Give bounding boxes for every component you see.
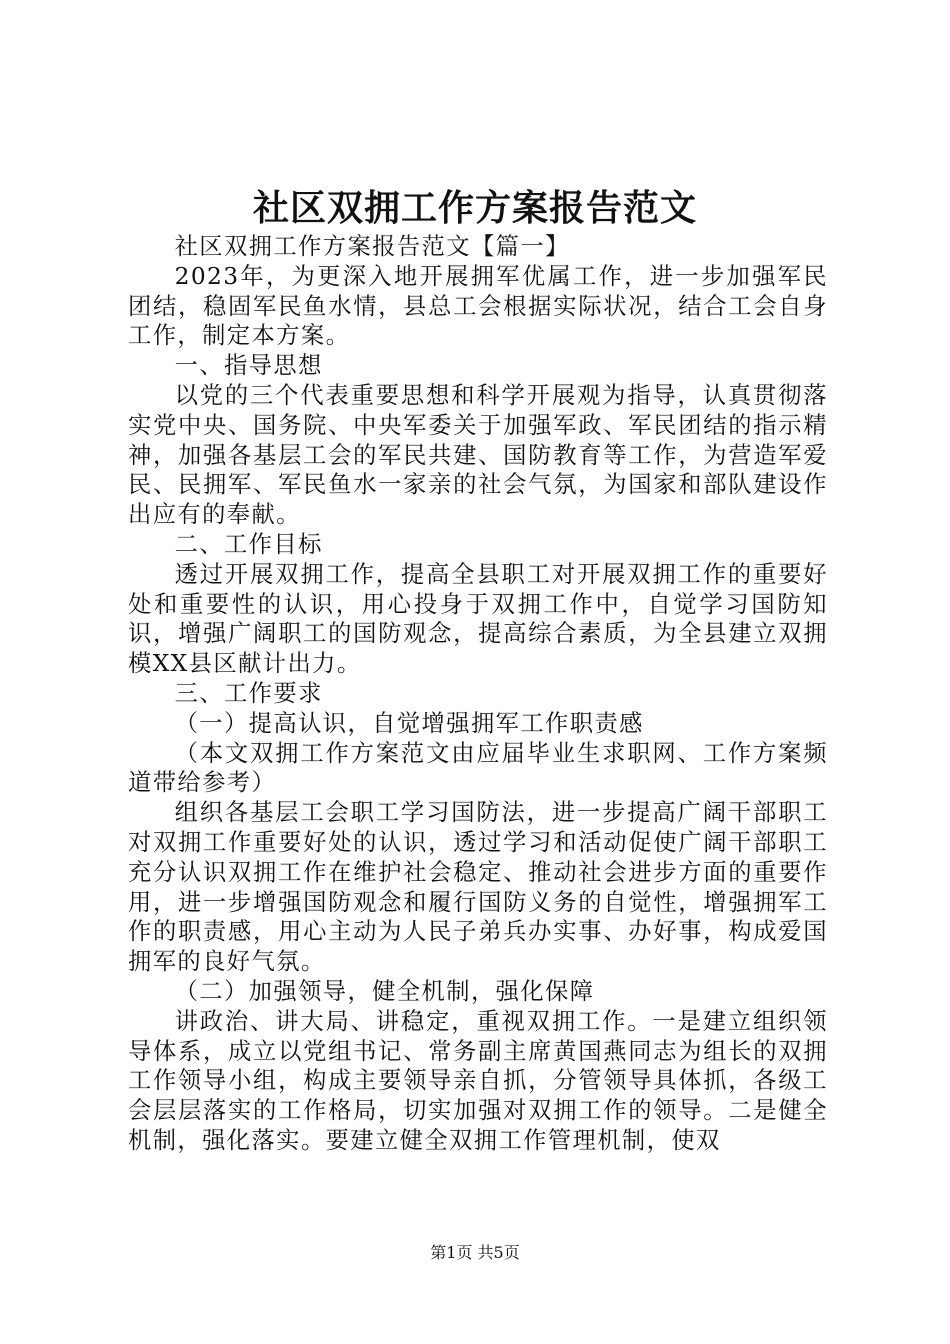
- subheading-strengthen-leadership: （二）加强领导，健全机制，强化保障: [174, 977, 595, 1005]
- guiding-ideology-paragraph: 以党的三个代表重要思想和科学开展观为指导，认真贯彻落实党中央、国务院、中央军委关于加强军政、军民团结的指示精神，加强各基层工会的军民共建、国防教育等工作，为营造军爱民、民拥军、军民鱼水一家亲的社会气氛，为国家和部队建设作出应有的奉献。: [128, 381, 828, 529]
- page-footer: 第1页 共5页: [430, 1243, 520, 1262]
- raise-awareness-paragraph: 组织各基层工会职工学习国防法，进一步提高广阔干部职工对双拥工作重要好处的认识，透过学习和活动促使广阔干部职工充分认识双拥工作在维护社会稳定、推动社会进步方面的重要作用，进一步增强国防观念和履行国防义务的自觉性，增强拥军工作的职责感，用心主动为人民子弟兵办实事、办好事，构成爱国拥军的良好气氛。: [128, 799, 828, 976]
- subheading-raise-awareness: （一）提高认识，自觉增强拥军工作职责感: [174, 709, 644, 737]
- work-goals-paragraph: 透过开展双拥工作，提高全县职工对开展双拥工作的重要好处和重要性的认识，用心投身于双拥工作中，自觉学习国防知识，增强广阔职工的国防观念，提高综合素质，为全县建立双拥模XX县区献计出力。: [128, 560, 828, 678]
- strengthen-leadership-paragraph: 讲政治、讲大局、讲稳定，重视双拥工作。一是建立组织领导体系，成立以党组书记、常务副主席黄国燕同志为组长的双拥工作领导小组，构成主要领导亲自抓，分管领导具体抓，各级工会层层落实的工作格局，切实加强对双拥工作的领导。二是健全机制，强化落实。要建立健全双拥工作管理机制，使双: [128, 1007, 828, 1154]
- source-note-paragraph: （本文双拥工作方案范文由应届毕业生求职网、工作方案频道带给参考）: [128, 739, 828, 797]
- section-heading-work-requirements: 三、工作要求: [174, 679, 323, 707]
- document-body: [128, 232, 828, 1156]
- section-heading-guiding-ideology: 一、指导思想: [174, 352, 323, 380]
- document-title: 社区双拥工作方案报告范文: [252, 187, 697, 229]
- section-heading-work-goals: 二、工作目标: [174, 530, 323, 558]
- section-heading-chapter-one: 社区双拥工作方案报告范文【篇一】: [174, 233, 570, 260]
- intro-paragraph: 2023年，为更深入地开展拥军优属工作，进一步加强军民团结，稳固军民鱼水情，县总工会根据实际状况，结合工会自身工作，制定本方案。: [128, 262, 828, 350]
